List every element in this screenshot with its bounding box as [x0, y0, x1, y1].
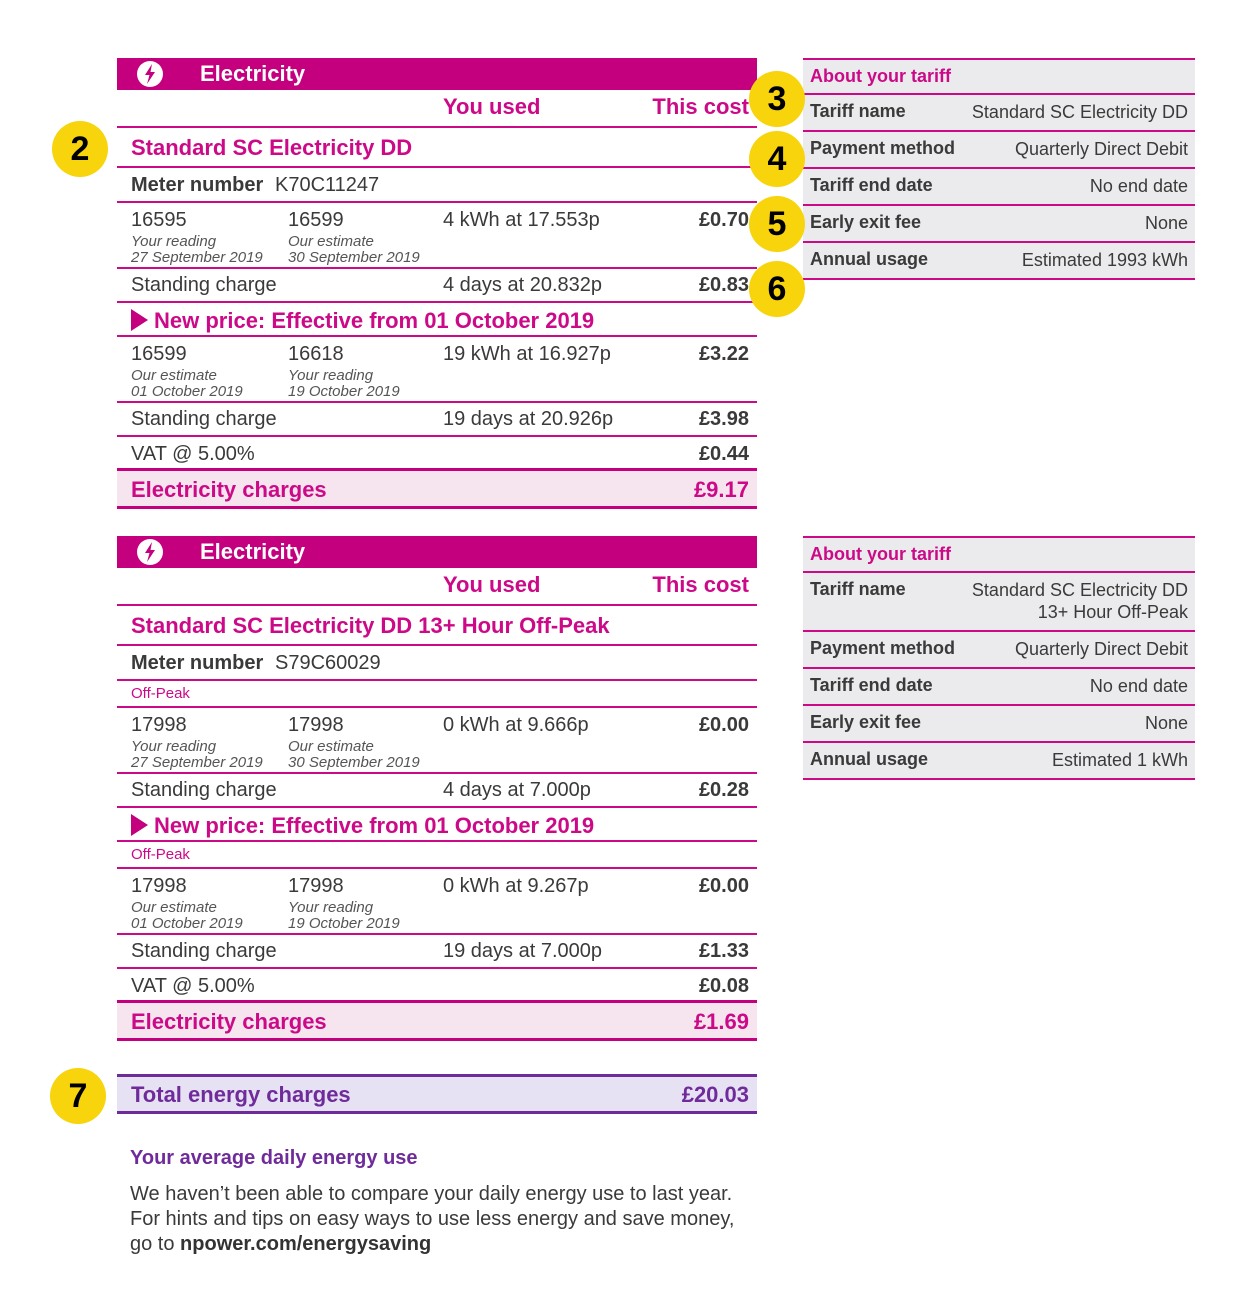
standing-quantity: 4 days at 20.832p — [443, 274, 603, 296]
annotation-badge-4 — [749, 131, 805, 187]
reading-to: 16599 — [288, 209, 344, 231]
triangle-right-icon — [131, 814, 148, 836]
reading-from-date: 01 October 2019 — [131, 383, 243, 400]
badge-number: 7 — [68, 1077, 88, 1115]
electricity-charges-total: £9.17 — [693, 477, 749, 502]
payment-method-value: Quarterly Direct Debit — [1014, 639, 1188, 659]
usage-cost: £3.22 — [698, 343, 749, 365]
tariff-panel-title-row — [803, 538, 1195, 573]
tariff-panel-title: About your tariff — [810, 544, 951, 564]
reading-from: 17998 — [131, 714, 187, 736]
badge-number: 6 — [767, 270, 787, 308]
early-exit-fee-value: None — [1144, 713, 1188, 733]
vat-row — [117, 437, 757, 471]
reading-to-date: 19 October 2019 — [288, 383, 400, 400]
tariff-name-value: Standard SC Electricity DD — [971, 102, 1188, 122]
tariff-name-value — [972, 579, 1188, 623]
meter-number: K70C11247 — [275, 174, 380, 196]
tariff-end-date-row — [803, 169, 1195, 206]
tariff-name-row — [803, 95, 1195, 132]
tariff-end-date-row — [803, 669, 1195, 706]
standing-quantity: 4 days at 7.000p — [443, 779, 591, 801]
usage-quantity: 19 kWh at 16.927p — [443, 343, 611, 365]
standing-label: Standing charge — [131, 408, 277, 430]
standing-label: Standing charge — [131, 940, 277, 962]
col-this-cost: This cost — [652, 572, 749, 597]
tariff-name-row — [117, 128, 757, 168]
reading-to-date: 30 September 2019 — [288, 754, 420, 771]
new-price-row — [117, 303, 757, 337]
reading-from-type: Our estimate — [131, 367, 217, 384]
reading-to-type: Your reading — [288, 899, 374, 916]
reading-to: 17998 — [288, 875, 344, 897]
off-peak-label: Off-Peak — [131, 846, 190, 863]
badge-number: 4 — [767, 140, 787, 178]
payment-method-value: Quarterly Direct Debit — [1014, 139, 1188, 159]
standing-cost: £0.83 — [698, 274, 749, 296]
energysaving-link[interactable]: npower.com/energysaving — [180, 1233, 432, 1255]
electricity-charges-row — [117, 471, 757, 509]
electricity-charges-row — [117, 1003, 757, 1041]
badge-number: 3 — [767, 80, 787, 118]
badge-number: 2 — [70, 130, 90, 168]
electricity-header — [117, 58, 757, 90]
standing-quantity: 19 days at 7.000p — [443, 940, 603, 962]
standing-charge-row — [117, 403, 757, 437]
payment-method-row — [803, 632, 1195, 669]
early-exit-fee-value: None — [1144, 213, 1188, 233]
tariff-end-date-label: Tariff end date — [810, 675, 933, 695]
standing-cost: £3.98 — [698, 408, 749, 430]
total-energy-charges-row — [117, 1074, 757, 1114]
new-price-text: New price: Effective from 01 October 2019 — [154, 308, 595, 333]
standing-charge-row — [117, 935, 757, 969]
reading-from-date: 01 October 2019 — [131, 915, 243, 932]
electricity-header — [117, 536, 757, 568]
standing-label: Standing charge — [131, 779, 277, 801]
tariff-end-date-value: No end date — [1089, 176, 1188, 196]
usage-cost: £0.00 — [698, 875, 749, 897]
tariff-name-value-line-2: 13+ Hour Off-Peak — [1037, 602, 1188, 622]
vat-label: VAT @ 5.00% — [131, 443, 255, 465]
meter-label: Meter number — [131, 652, 264, 674]
reading-to: 16618 — [288, 343, 344, 365]
early-exit-fee-row — [803, 206, 1195, 243]
standing-cost: £0.28 — [698, 779, 749, 801]
tariff-name-value-line-1: Standard SC Electricity DD — [971, 580, 1188, 600]
annual-usage-value: Estimated 1 kWh — [1051, 750, 1188, 770]
electricity-bill-2 — [117, 536, 757, 1041]
tariff-name-row — [117, 606, 757, 646]
early-exit-fee-label: Early exit fee — [810, 712, 922, 732]
annotation-badge-6 — [749, 261, 805, 317]
early-exit-fee-label: Early exit fee — [810, 212, 922, 232]
tariff-panel-title: About your tariff — [810, 66, 951, 86]
vat-label: VAT @ 5.00% — [131, 975, 255, 997]
tariff-name: Standard SC Electricity DD 13+ Hour Off-Peak — [131, 613, 610, 638]
new-price-text: New price: Effective from 01 October 2019 — [154, 813, 595, 838]
off-peak-label-row — [117, 681, 757, 708]
standing-cost: £1.33 — [698, 940, 749, 962]
annual-usage-row — [803, 243, 1195, 280]
standing-charge-row — [117, 774, 757, 808]
reading-from: 16599 — [131, 343, 187, 365]
meter-row — [117, 168, 757, 203]
vat-cost: £0.44 — [698, 443, 749, 465]
meter-number: S79C60029 — [275, 652, 381, 674]
reading-row — [117, 337, 757, 403]
usage-quantity: 0 kWh at 9.267p — [443, 875, 589, 897]
usage-quantity: 4 kWh at 17.553p — [443, 209, 600, 231]
average-daily-use-title: Your average daily energy use — [130, 1147, 418, 1169]
tariff-name: Standard SC Electricity DD — [131, 135, 413, 160]
lightning-bolt-icon — [137, 539, 163, 565]
col-this-cost: This cost — [652, 94, 749, 119]
payment-method-label: Payment method — [810, 138, 956, 158]
annual-usage-row — [803, 743, 1195, 780]
meter-label: Meter number — [131, 174, 264, 196]
reading-row — [117, 869, 757, 935]
about-tariff-panel-2 — [803, 536, 1195, 780]
early-exit-fee-row — [803, 706, 1195, 743]
payment-method-row — [803, 132, 1195, 169]
annotation-badge-2 — [52, 121, 108, 177]
col-you-used: You used — [443, 94, 541, 119]
payment-method-label: Payment method — [810, 638, 956, 658]
tariff-end-date-label: Tariff end date — [810, 175, 933, 195]
electricity-bill-1 — [117, 58, 757, 509]
reading-from: 17998 — [131, 875, 187, 897]
reading-from-type: Your reading — [131, 233, 217, 250]
standing-label: Standing charge — [131, 274, 277, 296]
meter-row — [117, 646, 757, 681]
total-energy-charges-label: Total energy charges — [131, 1082, 351, 1107]
reading-from: 16595 — [131, 209, 187, 231]
annotation-badge-5 — [749, 196, 805, 252]
off-peak-label: Off-Peak — [131, 685, 190, 702]
column-headers — [117, 568, 757, 606]
badge-number: 5 — [767, 205, 787, 243]
reading-to-type: Our estimate — [288, 233, 374, 250]
header-title: Electricity — [200, 61, 306, 86]
lightning-bolt-icon — [137, 61, 163, 87]
vat-row — [117, 969, 757, 1003]
reading-to-date: 30 September 2019 — [288, 249, 420, 266]
annotation-badge-3 — [749, 71, 805, 127]
annual-usage-value: Estimated 1993 kWh — [1021, 250, 1188, 270]
tariff-panel-title-row — [803, 60, 1195, 95]
reading-row — [117, 203, 757, 269]
off-peak-label-row — [117, 842, 757, 869]
vat-cost: £0.08 — [698, 975, 749, 997]
electricity-charges-total: £1.69 — [693, 1009, 749, 1034]
reading-from-date: 27 September 2019 — [131, 754, 263, 771]
tariff-end-date-value: No end date — [1089, 676, 1188, 696]
column-headers — [117, 90, 757, 128]
reading-to-type: Our estimate — [288, 738, 374, 755]
average-daily-use-body — [130, 1182, 750, 1257]
standing-quantity: 19 days at 20.926p — [443, 408, 614, 430]
reading-from-type: Your reading — [131, 738, 217, 755]
standing-charge-row — [117, 269, 757, 303]
reading-to: 17998 — [288, 714, 344, 736]
annual-usage-label: Annual usage — [810, 249, 929, 269]
header-title: Electricity — [200, 539, 306, 564]
reading-to-type: Your reading — [288, 367, 374, 384]
new-price-row — [117, 808, 757, 842]
usage-quantity: 0 kWh at 9.666p — [443, 714, 589, 736]
total-energy-charges-value: £20.03 — [681, 1082, 749, 1107]
reading-from-type: Our estimate — [131, 899, 217, 916]
reading-row — [117, 708, 757, 774]
col-you-used: You used — [443, 572, 541, 597]
electricity-charges-label: Electricity charges — [131, 477, 327, 502]
reading-from-date: 27 September 2019 — [131, 249, 263, 266]
about-tariff-panel-1 — [803, 58, 1195, 280]
tariff-name-label: Tariff name — [810, 579, 906, 599]
usage-cost: £0.70 — [698, 209, 749, 231]
average-daily-use-text: We haven’t been able to compare your daily energy use to last year. For hints and tips on easy ways to use less energy and save money, go to — [130, 1183, 735, 1255]
annotation-badge-7 — [50, 1068, 106, 1124]
reading-to-date: 19 October 2019 — [288, 915, 400, 932]
annual-usage-label: Annual usage — [810, 749, 929, 769]
tariff-name-label: Tariff name — [810, 101, 906, 121]
electricity-charges-label: Electricity charges — [131, 1009, 327, 1034]
tariff-name-row — [803, 573, 1195, 632]
usage-cost: £0.00 — [698, 714, 749, 736]
triangle-right-icon — [131, 309, 148, 331]
